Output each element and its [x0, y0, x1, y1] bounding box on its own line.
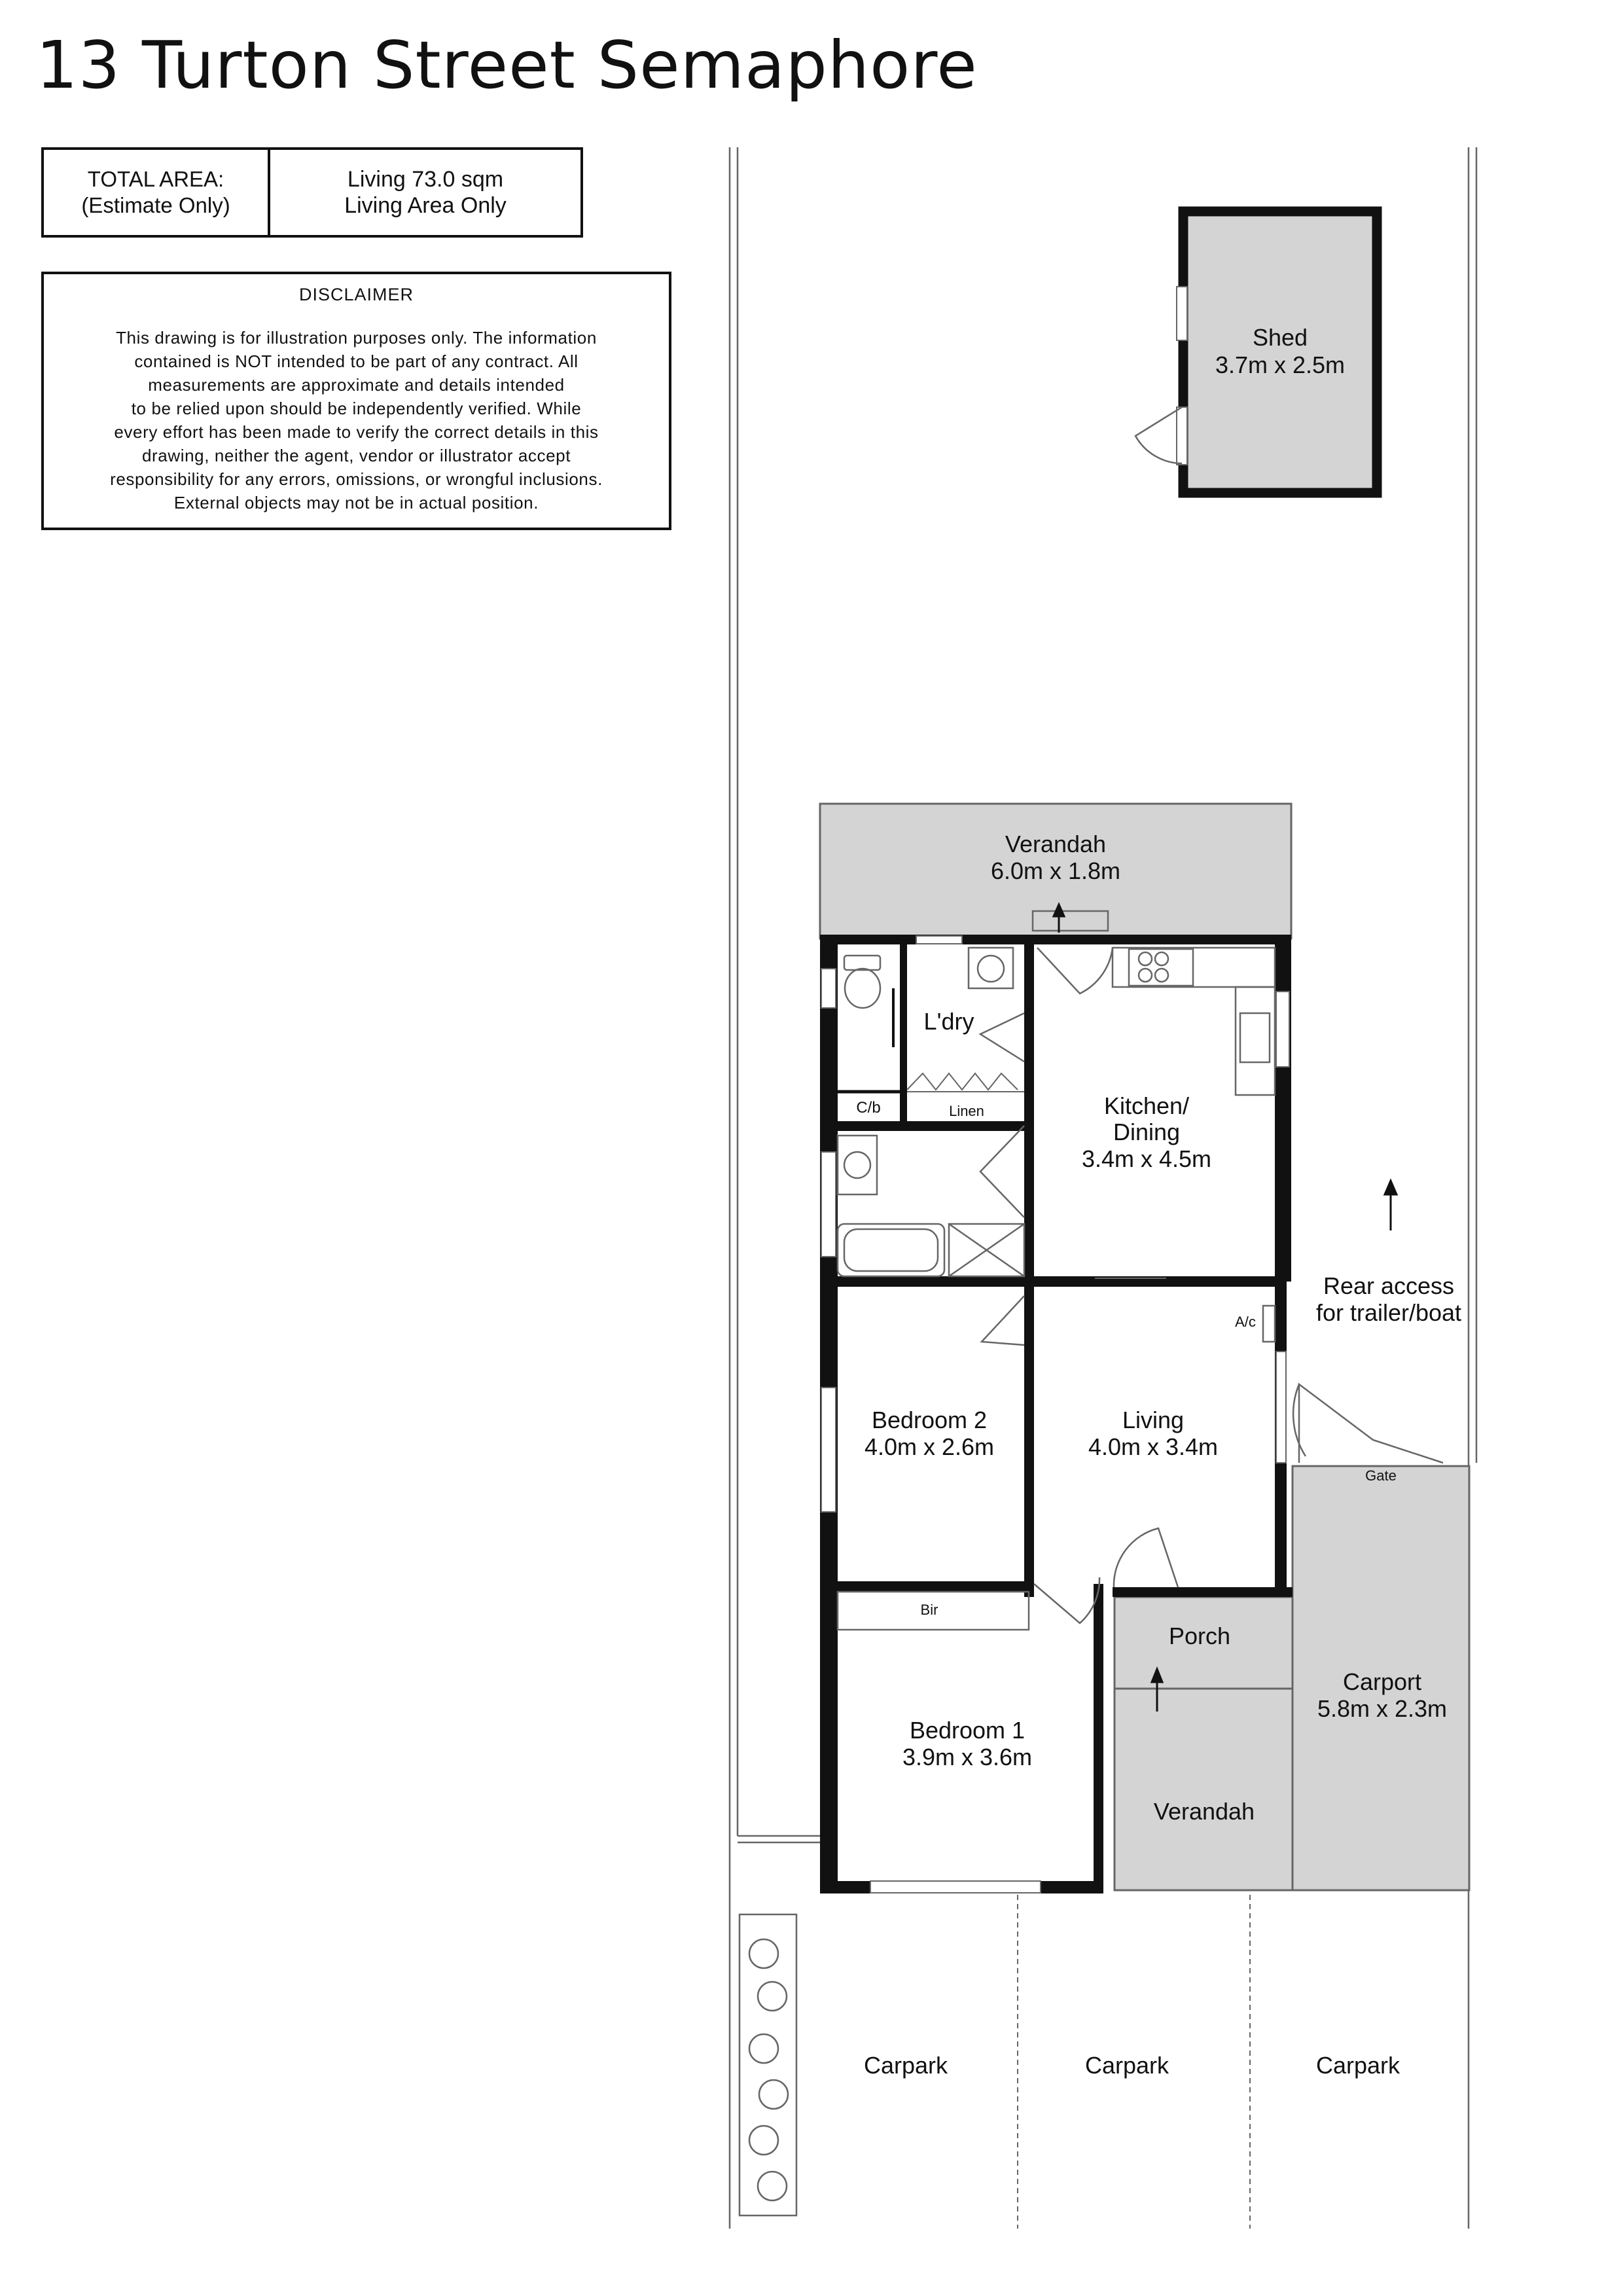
disclaimer-line: drawing, neither the agent, vendor or illustrator accept — [141, 446, 571, 465]
bedroom2-size: 4.0m x 2.6m — [864, 1433, 995, 1460]
kitchen-label-line2: Dining — [1113, 1119, 1181, 1145]
shed — [1135, 211, 1377, 493]
disclaimer-line: measurements are approximate and details intended — [148, 375, 565, 395]
total-area-value-line1: Living 73.0 sqm — [347, 167, 504, 192]
living-label: Living — [1122, 1407, 1185, 1433]
rear-access-line1: Rear access — [1323, 1272, 1455, 1299]
tree-icon — [749, 1939, 778, 1968]
bath-inner-icon — [844, 1229, 938, 1271]
carport-label: Carport — [1342, 1668, 1422, 1695]
rear-verandah-label: Verandah — [1005, 831, 1107, 857]
carpark-label-1: Carpark — [863, 2052, 948, 2079]
bedroom1-label: Bedroom 1 — [909, 1717, 1026, 1744]
tree-icon — [758, 2172, 787, 2200]
carpark-label-2: Carpark — [1084, 2052, 1169, 2079]
toilet-bowl-icon — [845, 969, 880, 1008]
cooktop-icon — [1129, 949, 1193, 986]
disclaimer-line: responsibility for any errors, omissions, or wrongful inclusions. — [110, 469, 603, 489]
kitchen-sink-icon — [1240, 1013, 1270, 1062]
cb-label: C/b — [856, 1099, 881, 1117]
laundry-tub-basin-icon — [978, 956, 1004, 982]
kitchen-size: 3.4m x 4.5m — [1081, 1145, 1212, 1172]
shed-label: Shed — [1252, 324, 1308, 351]
gate — [1293, 1384, 1469, 1466]
total-area-label-line2: (Estimate Only) — [81, 193, 230, 217]
laundry-label: L'dry — [923, 1008, 974, 1035]
tree-icon — [749, 2126, 778, 2155]
shed-door-swing — [1135, 407, 1182, 463]
vanity-basin-icon — [844, 1152, 870, 1178]
ac-unit-icon — [1263, 1306, 1275, 1342]
shed-size: 3.7m x 2.5m — [1215, 351, 1346, 378]
ac-label: A/c — [1235, 1314, 1256, 1330]
tree-row — [740, 1914, 796, 2215]
bedroom2-label: Bedroom 2 — [871, 1407, 988, 1433]
bath-icon — [838, 1224, 944, 1276]
disclaimer-line: This drawing is for illustration purposes only. The information — [116, 328, 597, 348]
gate-label: Gate — [1365, 1467, 1397, 1484]
kitchen-label-line1: Kitchen/ — [1103, 1092, 1190, 1119]
rear-access-line2: for trailer/boat — [1315, 1299, 1462, 1326]
disclaimer-line: External objects may not be in actual position. — [173, 493, 539, 512]
bir-label: Bir — [920, 1602, 938, 1618]
rear-verandah-size: 6.0m x 1.8m — [990, 857, 1121, 884]
linen-label: Linen — [949, 1103, 984, 1119]
page-title: 13 Turton Street Semaphore — [36, 27, 978, 103]
disclaimer-line: contained is NOT intended to be part of any contract. All — [134, 351, 579, 371]
bedroom1-size: 3.9m x 3.6m — [902, 1744, 1033, 1770]
tree-icon — [749, 2034, 778, 2063]
porch-label: Porch — [1168, 1623, 1231, 1649]
carport-size: 5.8m x 2.3m — [1317, 1695, 1448, 1722]
disclaimer-heading: DISCLAIMER — [298, 285, 414, 304]
total-area-value-line2: Living Area Only — [344, 193, 507, 218]
total-area-label-line1: TOTAL AREA: — [87, 167, 224, 191]
tree-icon — [758, 1982, 787, 2011]
carpark-label-3: Carpark — [1315, 2052, 1400, 2079]
living-size: 4.0m x 3.4m — [1088, 1433, 1219, 1460]
tree-icon — [759, 2080, 788, 2109]
disclaimer-line: to be relied upon should be independently verified. While — [131, 399, 582, 418]
rear-access-arrow-icon — [1385, 1181, 1397, 1194]
toilet-icon — [844, 956, 880, 970]
disclaimer-line: every effort has been made to verify the correct details in this — [114, 422, 599, 442]
front-verandah-label: Verandah — [1153, 1798, 1255, 1825]
